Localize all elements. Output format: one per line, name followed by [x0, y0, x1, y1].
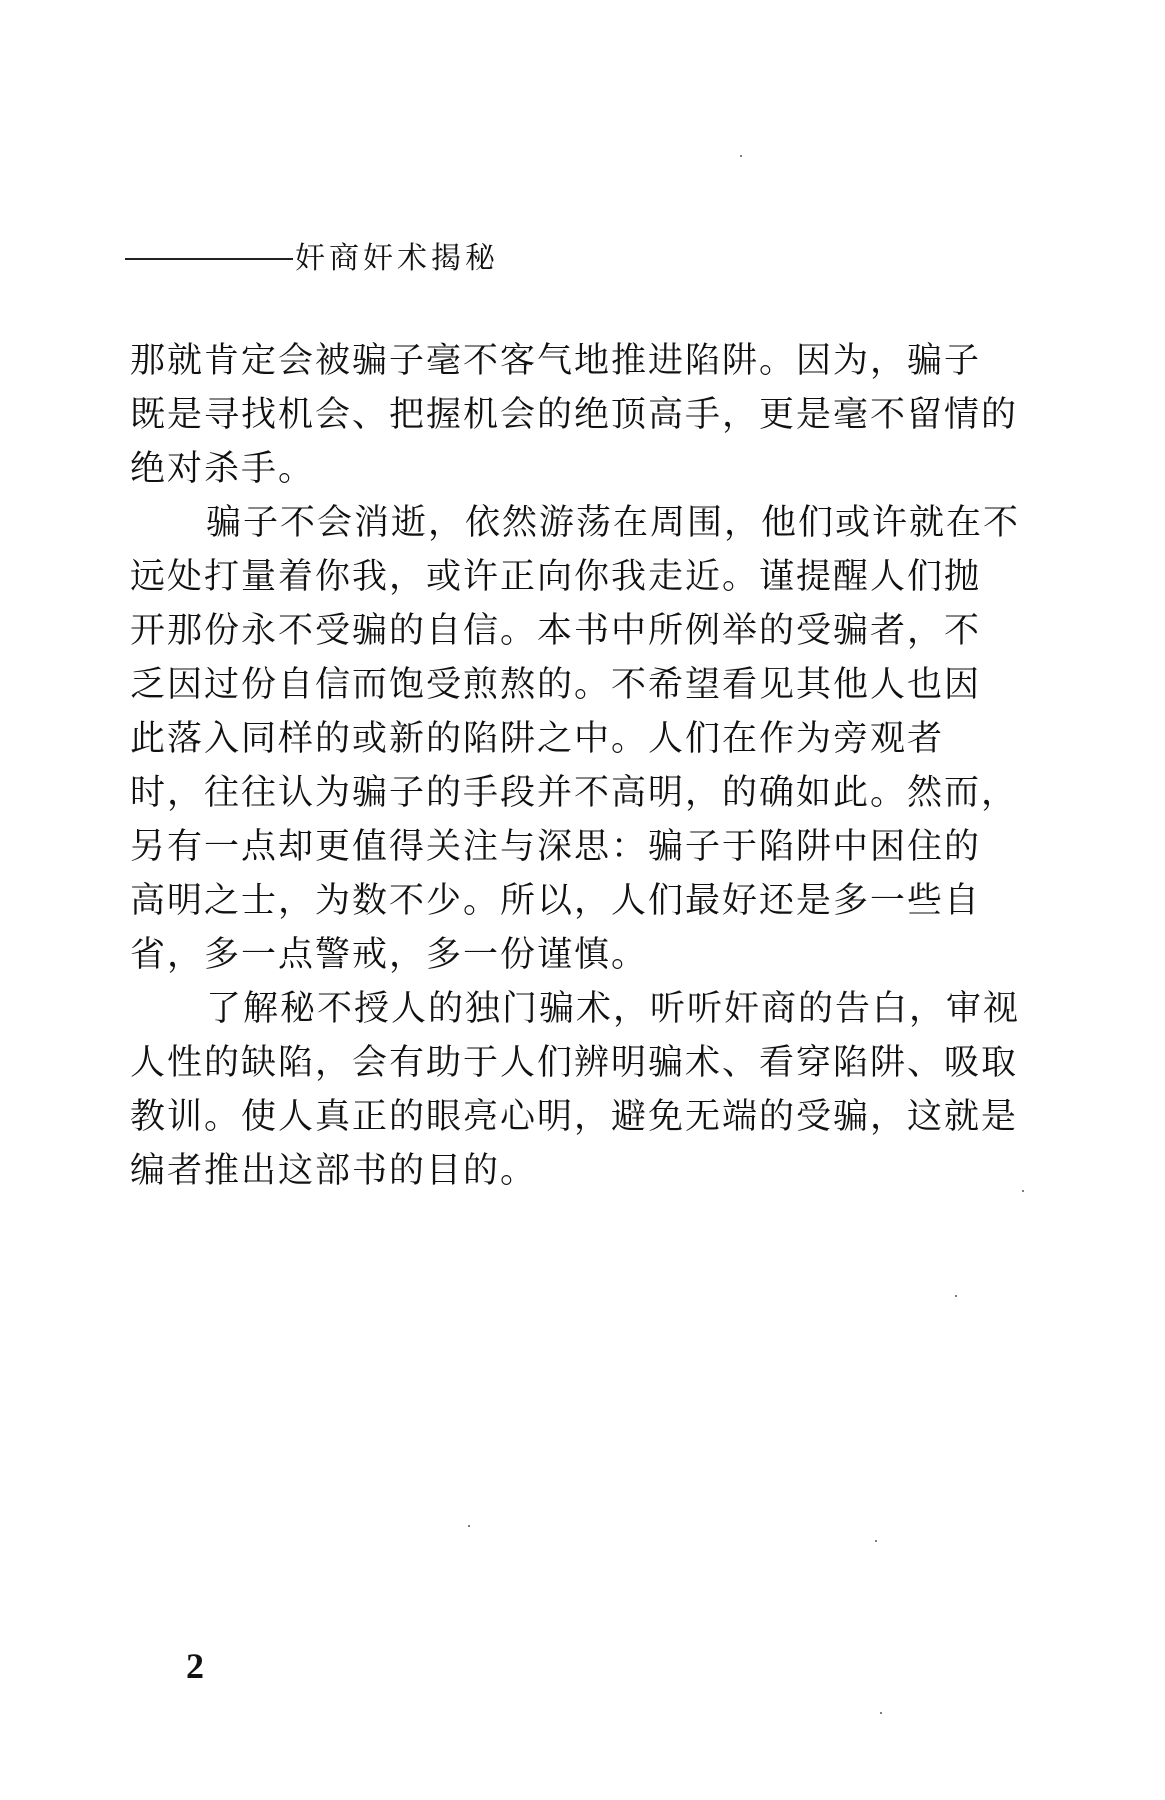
text-line: 此落入同样的或新的陷阱之中。人们在作为旁观者	[130, 719, 945, 759]
scan-speck	[468, 1525, 470, 1527]
text-line: 开那份永不受骗的自信。本书中所例举的受骗者，不	[130, 611, 982, 651]
running-header	[125, 237, 499, 281]
scan-speck	[880, 1712, 882, 1714]
page-number: 2	[186, 1646, 204, 1686]
header-title: 奸商奸术揭秘	[295, 241, 499, 276]
text-line: 远处打量着你我，或许正向你我走近。谨提醒人们抛	[130, 557, 982, 597]
text-line: 高明之士，为数不少。所以，人们最好还是多一些自	[130, 881, 982, 921]
text-line: 乏因过份自信而饱受煎熬的。不希望看见其他人也因	[130, 665, 982, 705]
header-rule	[125, 258, 293, 260]
text-line: 人性的缺陷，会有助于人们辨明骗术、看穿陷阱、吸取	[130, 1043, 1019, 1083]
text-line: 那就肯定会被骗子毫不客气地推进陷阱。因为，骗子	[130, 341, 982, 381]
text-line: 了解秘不授人的独门骗术，听听奸商的告白，审视	[206, 989, 1021, 1029]
text-line: 教训。使人真正的眼亮心明，避免无端的受骗，这就是	[130, 1097, 1019, 1137]
text-line: 编者推出这部书的目的。	[130, 1151, 538, 1191]
text-line: 另有一点却更值得关注与深思：骗子于陷阱中困住的	[130, 827, 982, 867]
text-line: 绝对杀手。	[130, 449, 316, 489]
text-line: 时，往往认为骗子的手段并不高明，的确如此。然而，	[130, 773, 1019, 813]
body-text	[130, 334, 1021, 1198]
scan-speck	[955, 1295, 957, 1297]
scan-speck	[1022, 1190, 1024, 1192]
text-line: 既是寻找机会、把握机会的绝顶高手，更是毫不留情的	[130, 395, 1019, 435]
scan-speck	[875, 1540, 877, 1542]
text-line: 省，多一点警戒，多一份谨慎。	[130, 935, 649, 975]
scan-speck	[740, 155, 742, 157]
text-line: 骗子不会消逝，依然游荡在周围，他们或许就在不	[206, 503, 1021, 543]
